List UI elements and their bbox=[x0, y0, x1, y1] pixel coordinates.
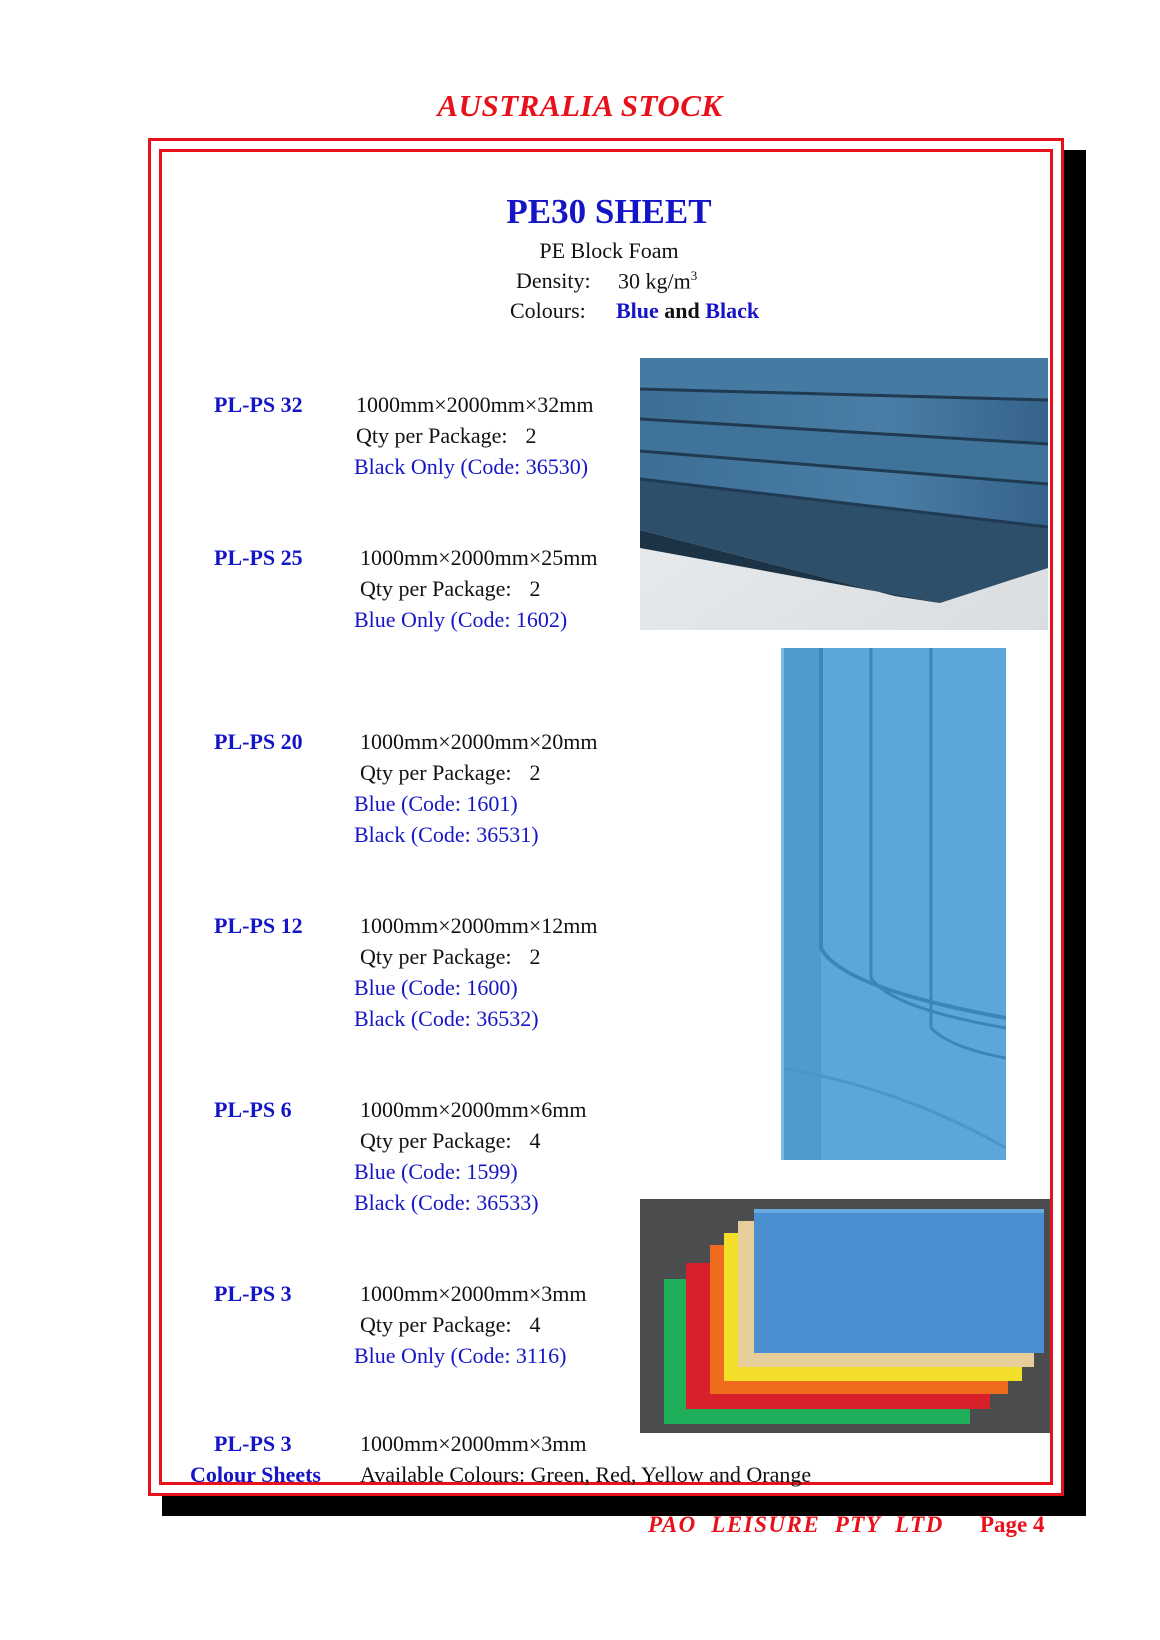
item-dimensions: 1000mm×2000mm×3mm bbox=[360, 1281, 587, 1306]
item-variant: Blue (Code: 1600) bbox=[354, 975, 518, 1000]
density-label: Density: bbox=[516, 268, 591, 293]
blue-sheets-photo bbox=[781, 648, 1006, 1160]
item-variant: Black Only (Code: 36530) bbox=[354, 454, 589, 479]
colour-black: Black bbox=[705, 298, 760, 323]
product-title: PE30 SHEET bbox=[506, 192, 712, 231]
qty-value: 4 bbox=[529, 1128, 541, 1153]
colour-sheets-label: Colour Sheets bbox=[190, 1462, 321, 1487]
density-superscript: 3 bbox=[690, 268, 698, 283]
item-code: PL-PS 12 bbox=[214, 913, 303, 938]
colour-sheets-photo bbox=[640, 1199, 1050, 1433]
item-dimensions: 1000mm×2000mm×12mm bbox=[360, 913, 598, 938]
item-variant: Black (Code: 36532) bbox=[354, 1006, 539, 1031]
colour-and: and bbox=[664, 298, 700, 323]
colours-label: Colours: bbox=[510, 298, 586, 323]
item-qty bbox=[360, 944, 541, 970]
item-dimensions: 1000mm×2000mm×32mm bbox=[356, 392, 594, 417]
item-variant: Blue Only (Code: 1602) bbox=[354, 607, 568, 632]
page-header-title: AUSTRALIA STOCK bbox=[437, 88, 723, 123]
item-qty bbox=[360, 760, 541, 786]
qty-value: 2 bbox=[529, 944, 541, 969]
qty-value: 2 bbox=[525, 423, 537, 448]
footer-page-number: Page 4 bbox=[980, 1512, 1045, 1537]
product-material: PE Block Foam bbox=[539, 238, 679, 263]
qty-label: Qty per Package: bbox=[360, 1312, 512, 1337]
item-qty bbox=[360, 1312, 541, 1338]
density-number: 30 kg/m bbox=[618, 268, 691, 294]
colour-blue: Blue bbox=[616, 298, 659, 323]
qty-value: 2 bbox=[529, 576, 541, 601]
thick-sheets-photo bbox=[640, 358, 1048, 630]
qty-label: Qty per Package: bbox=[360, 576, 512, 601]
density-value bbox=[618, 268, 697, 294]
item-variant: Black (Code: 36533) bbox=[354, 1190, 539, 1215]
item-qty bbox=[360, 1128, 541, 1154]
item-variant: Blue (Code: 1599) bbox=[354, 1159, 518, 1184]
available-colours: Available Colours: Green, Red, Yellow and Orange bbox=[360, 1462, 812, 1487]
item-qty bbox=[356, 423, 537, 449]
item-code: PL-PS 20 bbox=[214, 729, 303, 754]
item-dimensions: 1000mm×2000mm×20mm bbox=[360, 729, 598, 754]
qty-label: Qty per Package: bbox=[360, 944, 512, 969]
thick-sheets-image bbox=[640, 358, 1048, 630]
footer-company: PAO LEISURE PTY LTD bbox=[648, 1512, 944, 1537]
item-code: PL-PS 32 bbox=[214, 392, 303, 417]
qty-value: 4 bbox=[529, 1312, 541, 1337]
qty-label: Qty per Package: bbox=[360, 760, 512, 785]
item-variant: Blue (Code: 1601) bbox=[354, 791, 518, 816]
item-variant: Black (Code: 36531) bbox=[354, 822, 539, 847]
item-dimensions: 1000mm×2000mm×6mm bbox=[360, 1097, 587, 1122]
blue-sheets-image bbox=[781, 648, 1006, 1160]
item-code: PL-PS 25 bbox=[214, 545, 303, 570]
item-code: PL-PS 3 bbox=[214, 1431, 292, 1456]
qty-value: 2 bbox=[529, 760, 541, 785]
item-code: PL-PS 6 bbox=[214, 1097, 292, 1122]
item-dimensions: 1000mm×2000mm×25mm bbox=[360, 545, 598, 570]
item-code: PL-PS 3 bbox=[214, 1281, 292, 1306]
qty-label: Qty per Package: bbox=[356, 423, 508, 448]
colours-value bbox=[616, 298, 759, 324]
colour-sheets-image bbox=[640, 1199, 1050, 1433]
qty-label: Qty per Package: bbox=[360, 1128, 512, 1153]
item-dimensions: 1000mm×2000mm×3mm bbox=[360, 1431, 587, 1456]
item-variant: Blue Only (Code: 3116) bbox=[354, 1343, 567, 1368]
item-qty bbox=[360, 576, 541, 602]
